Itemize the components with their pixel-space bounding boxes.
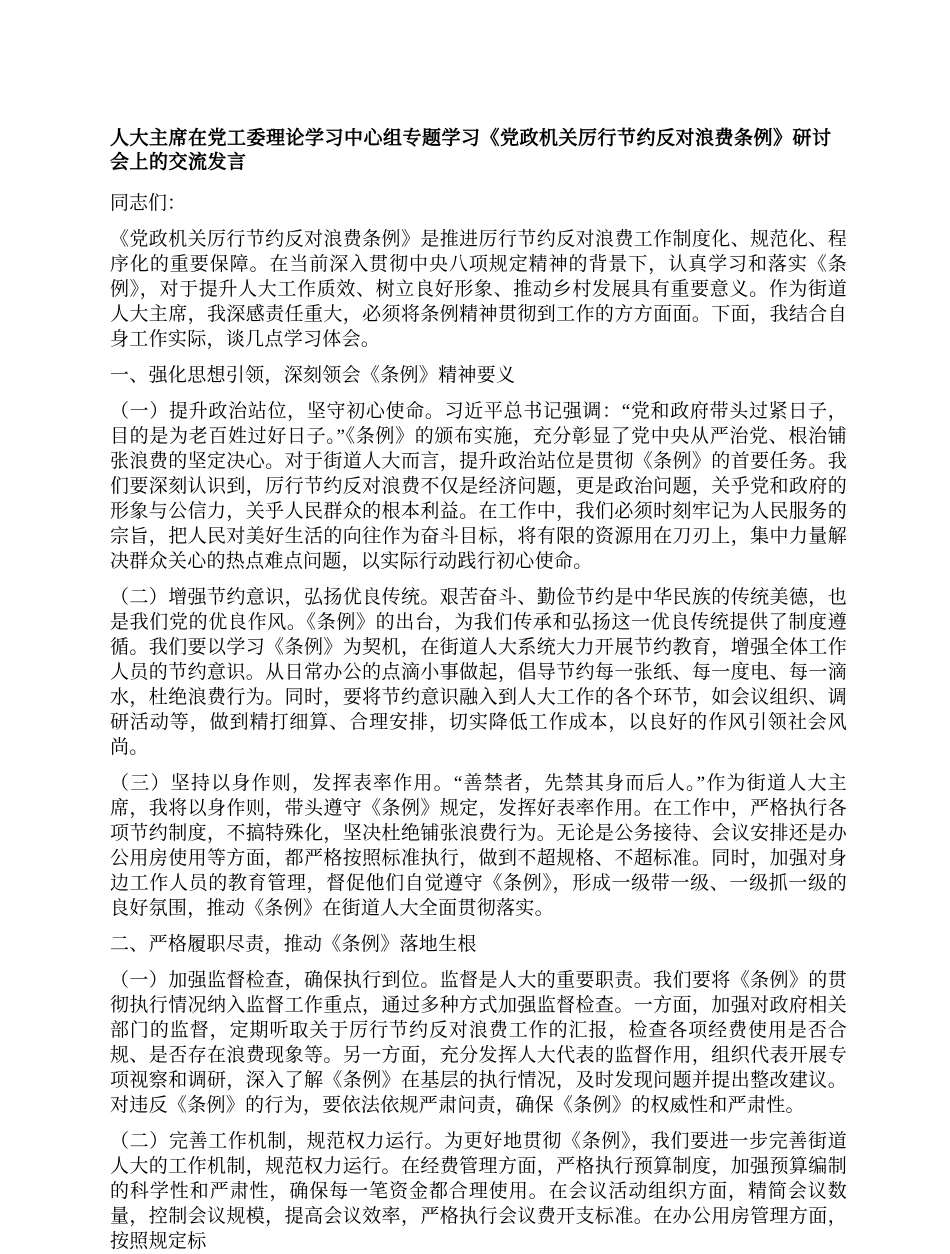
- section-1-paragraph-3: （三）坚持以身作则，发挥表率作用。“善禁者，先禁其身而后人。”作为街道人大主席，我将以身作则，带头遵守《条例》规定，发挥好表率作用。在工作中，严格执行各项节约制度，不搞特殊化，坚决杜绝铺张浪费行为。无论是公务接待、会议安排还是办公用房使用等方面，都严格按照标准执行，做到不超规格、不超标准。同时，加强对身边工作人员的教育管理，督促他们自觉遵守《条例》，形成一级带一级、一级抓一级的良好氛围，推动《条例》在街道人大全面贯彻落实。: [110, 773, 847, 919]
- salutation: 同志们：: [110, 193, 187, 214]
- section-1-paragraph-2: （二）增强节约意识，弘扬优良传统。艰苦奋斗、勤俭节约是中华民族的传统美德，也是我们党的优良作风。《条例》的出台，为我们传承和弘扬这一优良传统提供了制度遵循。我们要以学习《条例》为契机，在街道人大系统大力开展节约教育，增强全体工作人员的节约意识。从日常办公的点滴小事做起，倡导节约每一张纸、每一度电、每一滴水，杜绝浪费行为。同时，要将节约意识融入到人大工作的各个环节，如会议组织、调研活动等，做到精打细算、合理安排，切实降低工作成本，以良好的作风引领社会风尚。: [110, 587, 847, 758]
- intro-paragraph: 《党政机关厉行节约反对浪费条例》是推进厉行节约反对浪费工作制度化、规范化、程序化的重要保障。在当前深入贯彻中央八项规定精神的背景下，认真学习和落实《条例》，对于提升人大工作质效、树立良好形象、推动乡村发展具有重要意义。作为街道人大主席，我深感责任重大，必须将条例精神贯彻到工作的方方面面。下面，我结合自身工作实际，谈几点学习体会。: [110, 229, 847, 350]
- section-2-paragraph-1: （一）加强监督检查，确保执行到位。监督是人大的重要职责。我们要将《条例》的贯彻执行情况纳入监督工作重点，通过多种方式加强监督检查。一方面，加强对政府相关部门的监督，定期听取关于厉行节约反对浪费工作的汇报，检查各项经费使用是否合规、是否存在浪费现象等。另一方面，充分发挥人大代表的监督作用，组织代表开展专项视察和调研，深入了解《条例》在基层的执行情况，及时发现问题并提出整改建议。对违反《条例》的行为，要依法依规严肃问责，确保《条例》的权威性和严肃性。: [110, 970, 847, 1116]
- section-2-heading: 二、严格履职尽责，推动《条例》落地生根: [110, 934, 477, 955]
- section-2-paragraph-2: （二）完善工作机制，规范权力运行。为更好地贯彻《条例》，我们要进一步完善街道人大的工作机制，规范权力运行。在经费管理方面，严格执行预算制度，加强预算编制的科学性和严肃性，确保每一笔资金都合理使用。在会议活动组织方面，精简会议数量，控制会议规模，提高会议效率，严格执行会议费开支标准。在办公用房管理方面，按照规定标: [110, 1131, 847, 1252]
- section-1-paragraph-1: （一）提升政治站位，坚守初心使命。习近平总书记强调：“党和政府带头过紧日子，目的是为老百姓过好日子。”《条例》的颁布实施，充分彰显了党中央从严治党、根治铺张浪费的坚定决心。对于街道人大而言，提升政治站位是贯彻《条例》的首要任务。我们要深刻认识到，厉行节约反对浪费不仅是经济问题，更是政治问题，关乎党和政府的形象与公信力，关乎人民群众的根本利益。在工作中，我们必须时刻牢记为人民服务的宗旨，把人民对美好生活的向往作为奋斗目标，将有限的资源用在刀刃上，集中力量解决群众关心的热点难点问题，以实际行动践行初心使命。: [110, 401, 847, 572]
- document-title: 人大主席在党工委理论学习中心组专题学习《党政机关厉行节约反对浪费条例》研讨会上的交流发言: [110, 128, 832, 173]
- section-1-heading: 一、强化思想引领，深刻领会《条例》精神要义: [110, 365, 516, 386]
